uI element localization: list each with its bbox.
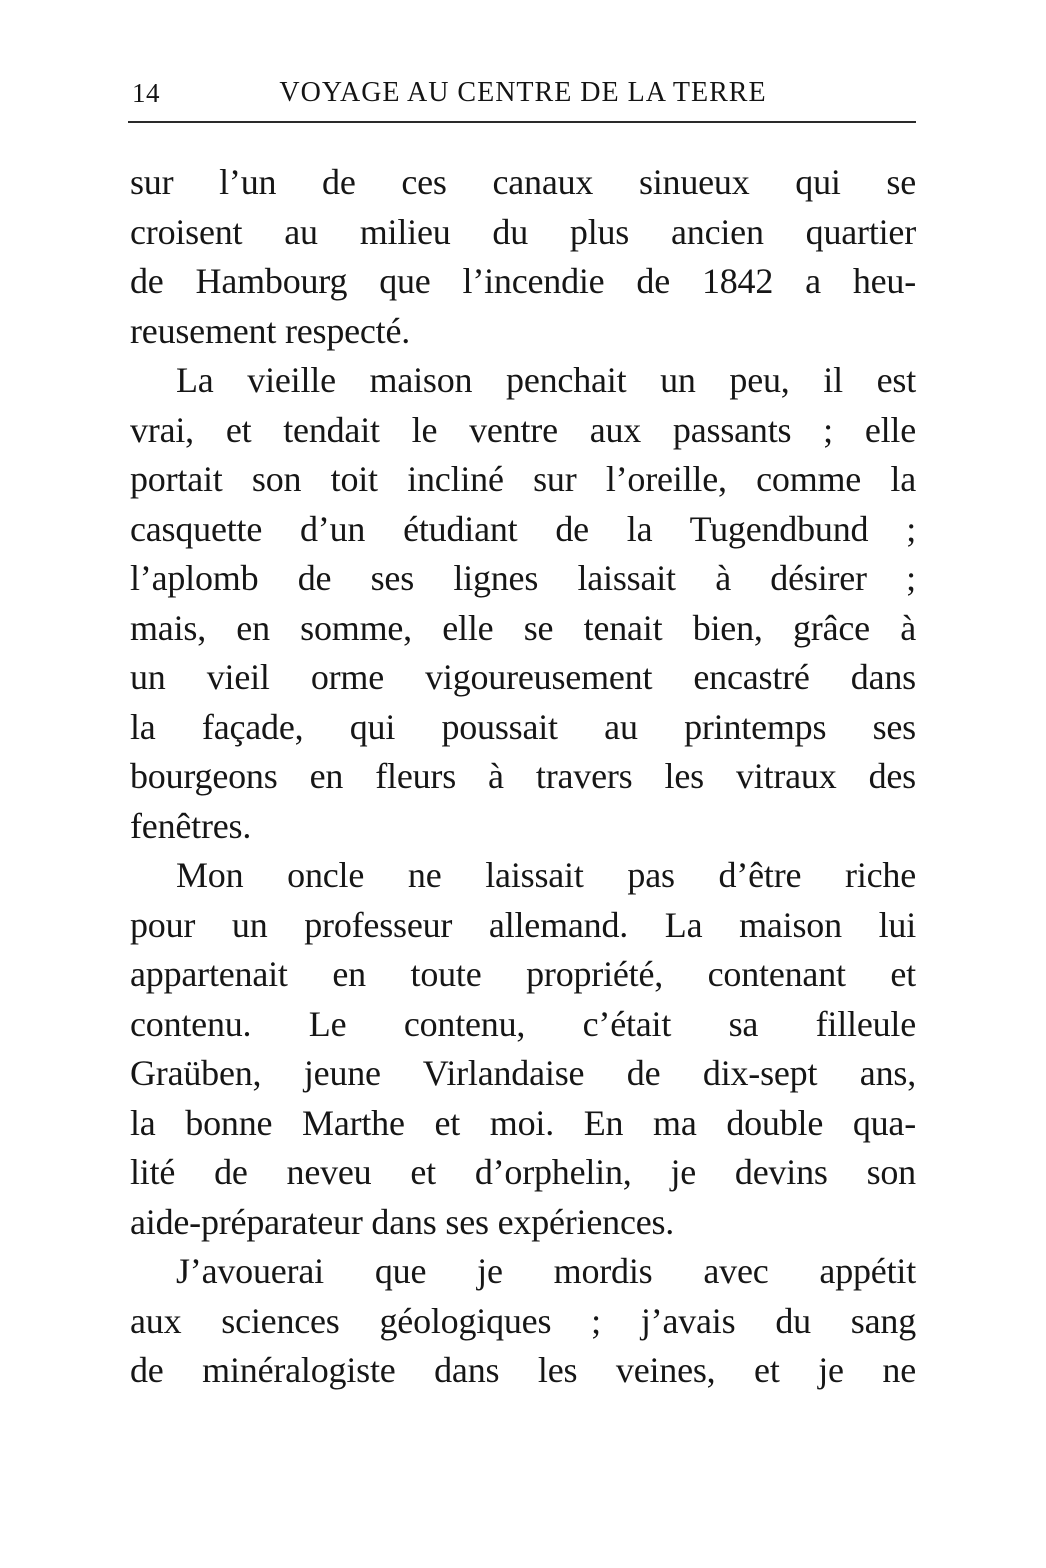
- text-line: vrai, et tendait le ventre aux passants ; elle: [130, 409, 916, 450]
- text-line: contenu. Le contenu, c’était sa filleule: [130, 1003, 916, 1044]
- text-line: J’avouerai que je mordis avec appétit: [176, 1251, 916, 1291]
- text-line: aide-préparateur dans ses expériences.: [130, 1201, 675, 1242]
- text-line: reusement respecté.: [130, 310, 411, 351]
- text-line: aux sciences géologiques ; j’avais du sang: [130, 1300, 916, 1341]
- text-line: l’aplomb de ses lignes laissait à désirer ;: [130, 558, 916, 598]
- running-header: VOYAGE AU CENTRE DE LA TERRE: [279, 77, 767, 108]
- text-line: mais, en somme, elle se tenait bien, grâce à: [130, 607, 916, 648]
- text-line: de Hambourg que l’incendie de 1842 a heu-: [130, 261, 916, 301]
- text-line: croisent au milieu du plus ancien quartier: [130, 211, 916, 252]
- text-line: la bonne Marthe et moi. En ma double qua-: [130, 1102, 916, 1143]
- header-rule: [128, 121, 916, 123]
- body-text: [130, 158, 916, 1396]
- text-line: Mon oncle ne laissait pas d’être riche: [176, 855, 916, 895]
- text-line: de minéralogiste dans les veines, et je ne: [130, 1350, 916, 1390]
- page-header: [130, 76, 916, 110]
- text-line: sur l’un de ces canaux sinueux qui se: [130, 162, 916, 202]
- text-line: Graüben, jeune Virlandaise de dix-sept ans,: [130, 1053, 916, 1093]
- text-line: casquette d’un étudiant de la Tugendbund ;: [130, 508, 916, 549]
- text-line: portait son toit incliné sur l’oreille, comme la: [130, 459, 916, 499]
- text-line: la façade, qui poussait au printemps ses: [130, 706, 916, 747]
- text-line: pour un professeur allemand. La maison lui: [130, 904, 916, 945]
- text-line: bourgeons en fleurs à travers les vitraux des: [130, 756, 916, 796]
- page-number: 14: [132, 78, 160, 108]
- text-line: lité de neveu et d’orphelin, je devins son: [130, 1152, 916, 1192]
- text-line: appartenait en toute propriété, contenant et: [130, 954, 916, 994]
- text-line: La vieille maison penchait un peu, il est: [176, 360, 916, 400]
- text-line: fenêtres.: [130, 805, 252, 846]
- text-line: un vieil orme vigoureusement encastré dans: [130, 657, 916, 697]
